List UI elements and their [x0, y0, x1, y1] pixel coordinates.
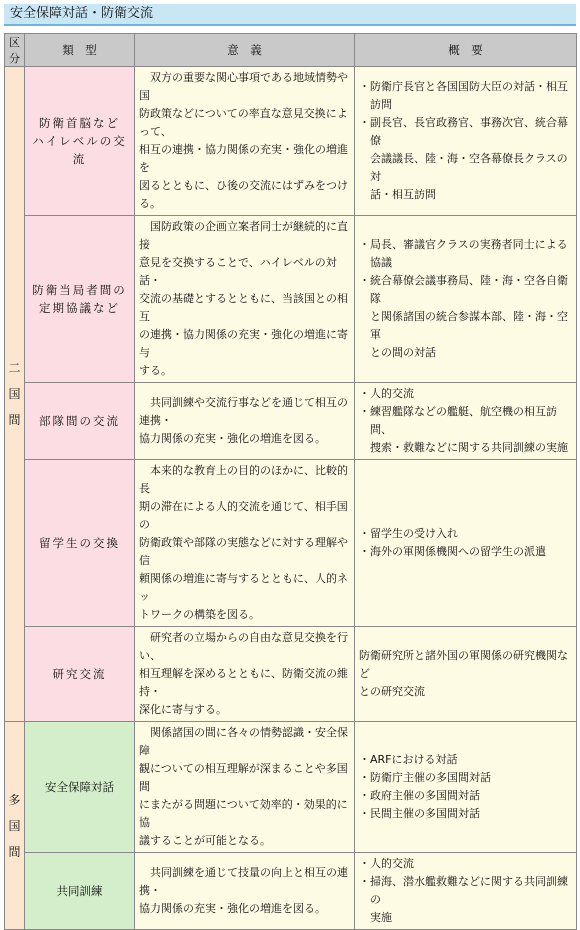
- meaning-cell: 共同訓練や交流行事などを通じて相互の連携・ 協力関係の充実・強化の増進を図る。: [135, 383, 355, 460]
- type-cell: 研究交流: [25, 627, 135, 722]
- meaning-cell: 双方の重要な関心事項である地域情勢や国 防政策などについての率直な意見交換によって、 相互の連携・協力関係の充実・強化の増進を 図るとともに、ひ後の交流にはずみをつける。: [135, 67, 355, 216]
- type-cell: 留学生の交換: [25, 460, 135, 627]
- summary-cell: ・ 人的交流 ・ 練習艦隊などの艦艇、航空機の相互訪問、 捜索・救難などに関する共同訓練の実施: [355, 383, 577, 460]
- group-bilateral: 二 国 間: [5, 67, 25, 722]
- type-cell: 部隊間の交流: [25, 383, 135, 460]
- page-title: 安全保障対話・防衛交流: [4, 4, 576, 26]
- type-cell: 安全保障対話: [25, 722, 135, 853]
- table-row: [5, 853, 577, 930]
- table-row: [5, 460, 577, 627]
- table-row: [5, 67, 577, 216]
- type-cell: 防衛首脳など ハイレベルの交流: [25, 67, 135, 216]
- header-summary: 概 要: [355, 34, 577, 67]
- table-row: [5, 383, 577, 460]
- header-row: [5, 34, 577, 67]
- summary-cell: 防衛研究所と諸外国の軍関係の研究機関など との研究交流: [355, 627, 577, 722]
- type-cell: 共同訓練: [25, 853, 135, 930]
- meaning-cell: 研究者の立場からの自由な意見交換を行い、 相互理解を深めるとともに、防衛交流の維持・ 深化に寄与する。: [135, 627, 355, 722]
- group-multilateral: 多 国 間: [5, 722, 25, 930]
- summary-cell: ・ ARFにおける対話 ・ 防衛庁主催の多国間対話 ・ 政府主催の多国間対話 ・ 民間主催の多国間対話: [355, 722, 577, 853]
- header-type: 類 型: [25, 34, 135, 67]
- summary-cell: ・ 人的交流 ・ 掃海、潜水艦救難などに関する共同訓練の 実施: [355, 853, 577, 930]
- summary-cell: ・ 防衛庁長官と各国国防大臣の対話・相互訪問 ・ 副長官、長官政務官、事務次官、統合幕僚 会議議長、陸・海・空各幕僚長クラスの対 話・相互訪問: [355, 67, 577, 216]
- table-row: [5, 216, 577, 383]
- summary-cell: ・ 局長、審議官クラスの実務者同士による協議 ・ 統合幕僚会議事務局、陸・海・空各自衛隊 と関係諸国の統合参謀本部、陸・海・空軍 との間の対話: [355, 216, 577, 383]
- header-kubun: 区分: [5, 34, 25, 67]
- header-meaning: 意 義: [135, 34, 355, 67]
- meaning-cell: 国防政策の企画立案者同士が継続的に直接 意見を交換することで、ハイレベルの対話・ 交流の基礎とするとともに、当該国との相互 の連携・協力関係の充実・強化の増進に寄与 する。: [135, 216, 355, 383]
- table-row: [5, 722, 577, 853]
- type-cell: 防衛当局者間の 定期協議など: [25, 216, 135, 383]
- meaning-cell: 本来的な教育上の目的のほかに、比較的長 期の滞在による人的交流を通じて、相手国の 防衛政策や部隊の実態などに対する理解や信 頼関係の増進に寄与するとともに、人的ネッ トワークの構築を図る。: [135, 460, 355, 627]
- exchange-table: [4, 33, 577, 930]
- summary-cell: ・ 留学生の受け入れ ・ 海外の軍関係機関への留学生の派遣: [355, 460, 577, 627]
- table-row: [5, 627, 577, 722]
- meaning-cell: 共同訓練を通じて技量の向上と相互の連携・ 協力関係の充実・強化の増進を図る。: [135, 853, 355, 930]
- meaning-cell: 関係諸国の間に各々の情勢認識・安全保障 観についての相互理解が深まることや多国間 にまたがる問題について効率的・効果的に協 議することが可能となる。: [135, 722, 355, 853]
